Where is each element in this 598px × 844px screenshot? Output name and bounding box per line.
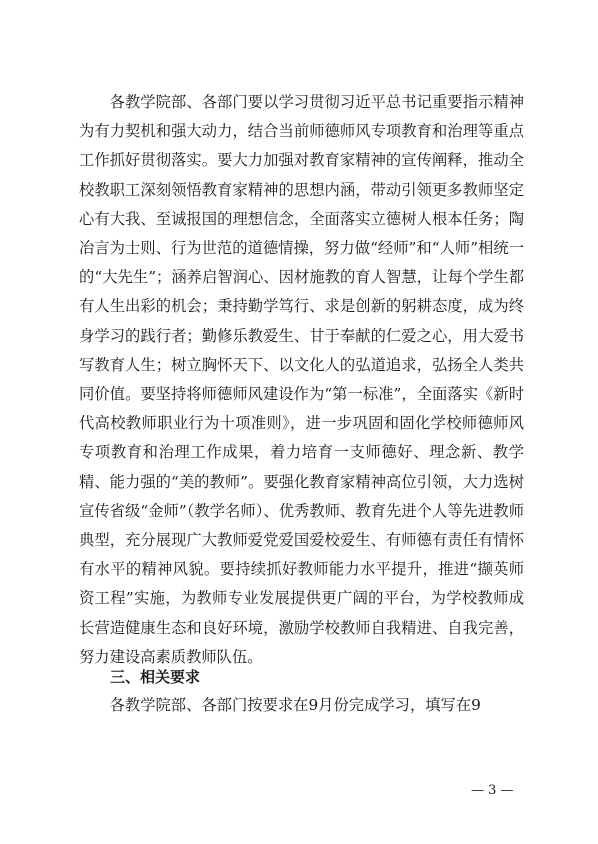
body-paragraph-1: 各教学院部、各部门要以学习贯彻习近平总书记重要指示精神为有力契机和强大动力，结合当前师德师风专项教育和治理等重点工作抓好贯彻落实。要大力加强对教育家精神的宣传阐释，推动全校教职工深刻领悟教育家精神的思想内涵，带动引领更多教师坚定心有大我、至诚报国的理想信念，全面落实立德树人根本任务；陶冶言为士则、行为世范的道德情操，努力做“经师”和“人师”相统一的“大先生”；涵养启智润心、因材施教的育人智慧，让每个学生都有人生出彩的机会；秉持勤学笃行、求是创新的躬耕态度，成为终身学习的践行者；勤修乐教爱生、甘于奉献的仁爱之心，用大爱书写教育人生；树立胸怀天下、以文化人的弘道追求，弘扬全人类共同价值。要坚持将师德师风建设作为“第一标准”，全面落实《新时代高校教师职业行为十项准则》，进一步巩固和固化学校师德师风专项教育和治理工作成果，着力培育一支师德好、理念新、教学精、能力强的“美的教师”。要强化教育家精神高位引领，大力选树宣传省级“金师”（教学名师）、优秀教师、教育先进个人等先进教师典型，充分展现广大教师爱党爱国爱校爱生、有师德有责任有情怀有水平的精神风貌。要持续抓好教师能力水平提升，推进“撷英师资工程”实施，为教师专业发展提供更广阔的平台，为学校教师成长营造健康生态和良好环境，激励学校教师自我精进、自我完善，努力建设高素质教师队伍。 (79, 93, 524, 666)
page-number: — 3 — (471, 783, 514, 798)
section-heading: 三、相关要求 (110, 668, 201, 686)
body-paragraph-2: 各教学院部、各部门按要求在9月份完成学习，填写在9 (109, 696, 481, 714)
